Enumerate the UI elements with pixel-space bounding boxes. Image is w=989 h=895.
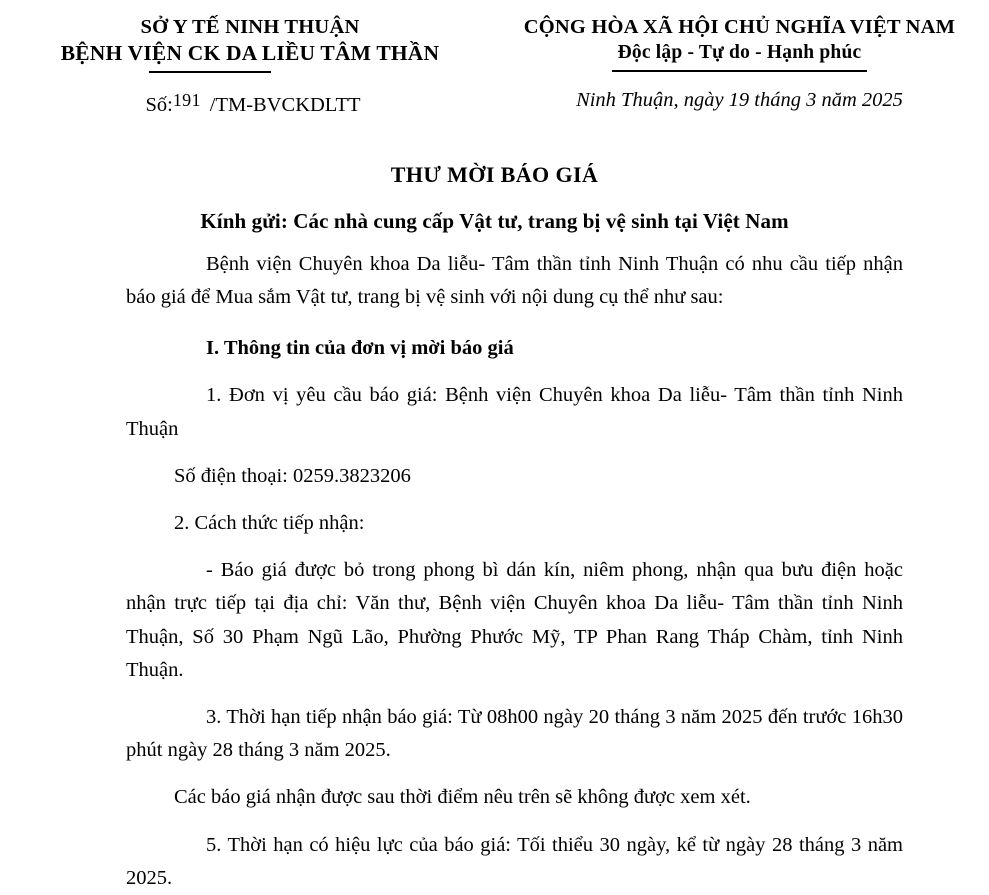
page-title: THƯ MỜI BÁO GIÁ: [390, 161, 599, 187]
issuing-parent-org: SỞ Y TẾ NINH THUẬN: [140, 16, 360, 38]
national-motto-text: Độc lập - Tự do - Hạnh phúc: [617, 42, 862, 64]
issuing-organization: [61, 40, 440, 68]
body-item-1: 1. Đơn vị yêu cầu báo giá: Bệnh viện Chuyên khoa Da liễu- Tâm thần tỉnh Ninh Thuận: [126, 384, 903, 440]
issuing-organization-text: BỆNH VIỆN CK DA LIỀU TÂM THẦN: [60, 41, 440, 66]
document-number: [10, 90, 490, 117]
document-header: [0, 0, 989, 117]
intro-paragraph: Bệnh viện Chuyên khoa Da liễu- Tâm thần tỉnh Ninh Thuận có nhu cầu tiếp nhận báo giá để Mua sắm Vật tư, trang bị vệ sinh với nội dung cụ thể như sau:: [126, 252, 903, 308]
contact-phone: Số điện thoại: 0259.3823206: [174, 464, 411, 487]
org-underline-rule: [149, 71, 271, 73]
title-block: [0, 162, 989, 234]
recipient-line: Kính gửi: Các nhà cung cấp Vật tư, trang bị vệ sinh tại Việt Nam: [200, 208, 789, 233]
body-item-2: 2. Cách thức tiếp nhận:: [174, 511, 365, 534]
document-body: [126, 248, 903, 895]
body-item-2-detail: - Báo giá được bỏ trong phong bì dán kín, niêm phong, nhận qua bưu điện hoặc nhận trực tiếp tại địa chỉ: Văn thư, Bệnh viện Chuyên khoa Da liễu- Tâm thần tỉnh Ninh Thuận, Số 30 Phạm Ngũ Lão, Phường Phước Mỹ, TP Phan Rang Tháp Chàm, tỉnh Ninh Thuận.: [126, 559, 903, 681]
national-title: CỘNG HÒA XÃ HỘI CHỦ NGHĨA VIỆT NAM: [523, 16, 956, 38]
body-item-3: 3. Thời hạn tiếp nhận báo giá: Từ 08h00 ngày 20 tháng 3 năm 2025 đến trước 16h30 phút ngày 28 tháng 3 năm 2025.: [126, 705, 903, 762]
header-left-column: [0, 14, 490, 117]
motto-underline-rule: [612, 70, 868, 72]
late-quotation-note: Các báo giá nhận được sau thời điểm nêu trên sẽ không được xem xét.: [174, 786, 751, 809]
header-right-column: [490, 14, 989, 112]
body-item-5: 5. Thời hạn có hiệu lực của báo giá: Tối thiểu 30 ngày, kể từ ngày 28 tháng 3 năm 2025.: [126, 833, 903, 889]
section-heading-1: I. Thông tin của đơn vị mời báo giá: [206, 337, 514, 360]
document-number-label: Số:: [145, 93, 173, 116]
document-number-suffix: /TM-BVCKDLTT: [209, 93, 361, 116]
document-number-value: 191: [172, 89, 201, 110]
national-motto: [618, 41, 862, 66]
place-and-date: Ninh Thuận, ngày 19 tháng 3 năm 2025: [576, 89, 903, 112]
